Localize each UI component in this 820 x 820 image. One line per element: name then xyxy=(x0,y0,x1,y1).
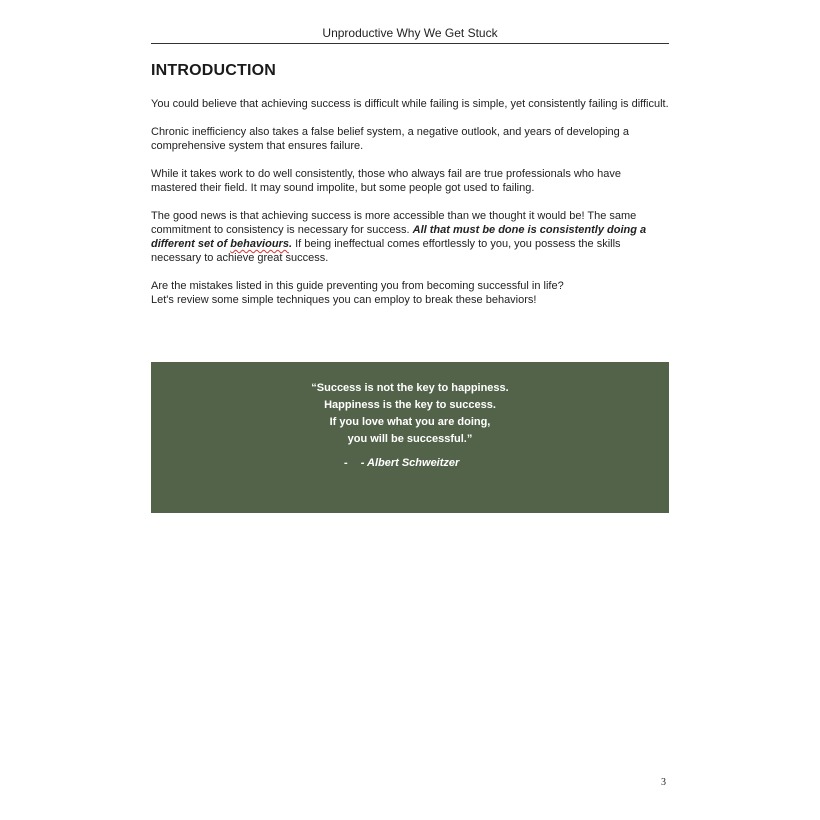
quote-line: If you love what you are doing, xyxy=(329,416,491,428)
spelling-flag: behaviours xyxy=(230,238,289,250)
quote-attribution-row xyxy=(151,457,669,469)
paragraph-5 xyxy=(151,279,669,307)
paragraph-1: You could believe that achieving success is difficult while failing is simple, yet consistently failing is difficult. xyxy=(151,98,669,110)
running-header: Unproductive Why We Get Stuck xyxy=(151,26,669,44)
quote-text xyxy=(151,380,669,448)
paragraph-2: Chronic inefficiency also takes a false belief system, a negative outlook, and years of developing a comprehensive system that ensures failure. xyxy=(151,126,629,152)
paragraph-4-end: If being ineffectual comes effortlessly to you, you possess the skills necessary to achieve great success. xyxy=(151,238,621,264)
bullet-dash: - xyxy=(344,457,348,469)
paragraph-4-start: The good news is that achieving success is more accessible than we thought it would be! The same commitment to consistency is necessary for success. xyxy=(151,210,637,236)
quote-line: Happiness is the key to success. xyxy=(324,399,496,411)
quote-attribution: - Albert Schweitzer xyxy=(360,457,460,469)
quote-box xyxy=(151,362,669,513)
page-number: 3 xyxy=(661,777,666,788)
section-heading: INTRODUCTION xyxy=(151,62,277,79)
paragraph-5-line-1: Are the mistakes listed in this guide preventing you from becoming successful in life? xyxy=(151,280,564,292)
paragraph-3: While it takes work to do well consistently, those who always fail are true professionals who have mastered their field. It may sound impolite, but some people got used to failing. xyxy=(151,168,621,194)
quote-line: you will be successful.” xyxy=(347,433,473,445)
body-text xyxy=(151,97,669,321)
paragraph-5-line-2: Let's review some simple techniques you can employ to break these behaviors! xyxy=(151,294,537,306)
paragraph-4 xyxy=(151,209,669,265)
paragraph-4-bold: All that must be done is consistently doing a different set of xyxy=(151,224,647,250)
quote-line: “Success is not the key to happiness. xyxy=(311,382,509,394)
paragraph-4-bold-end: . xyxy=(288,238,293,250)
